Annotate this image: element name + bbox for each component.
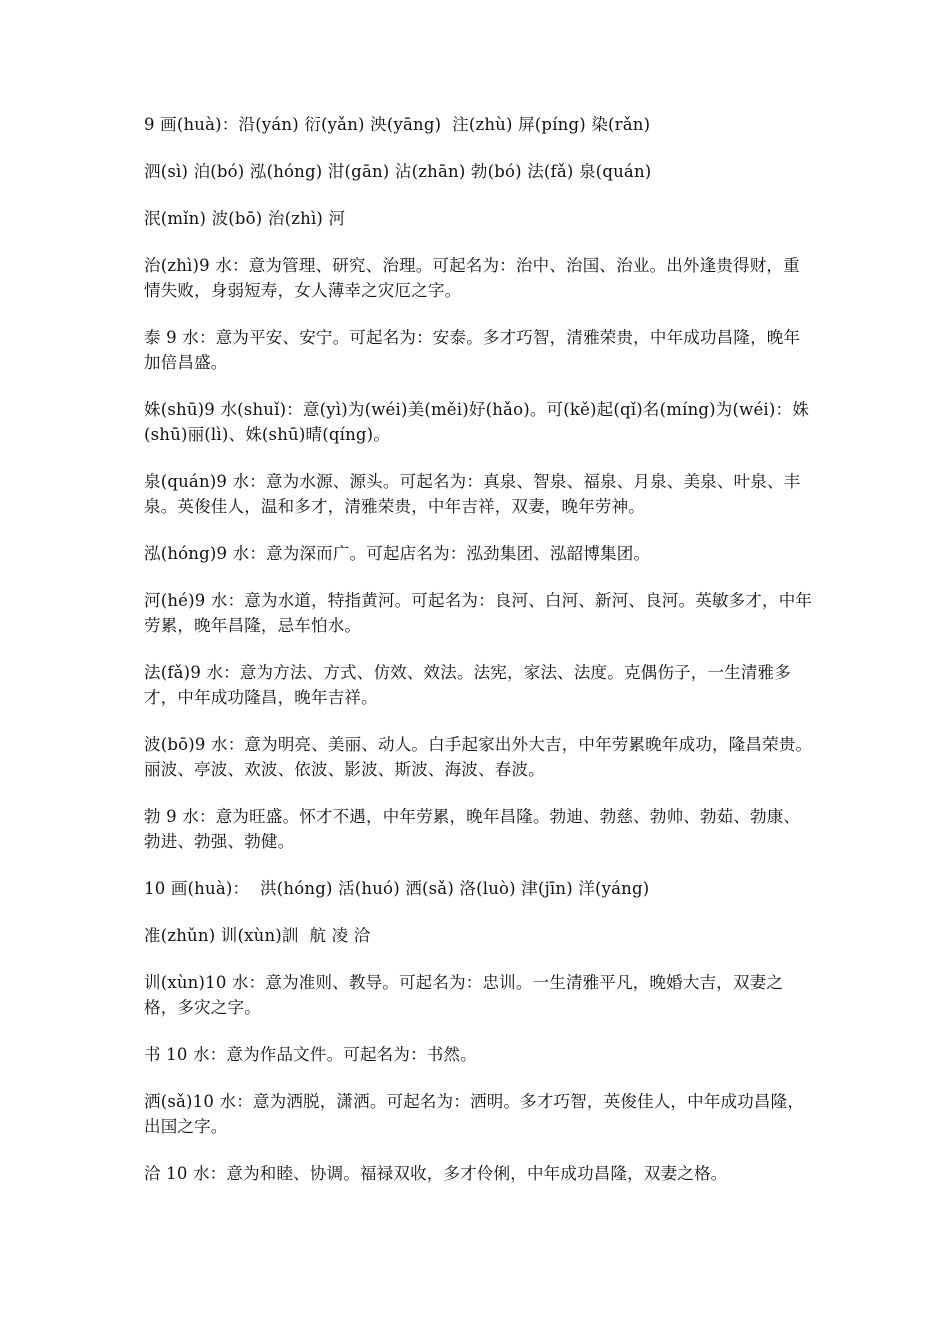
- stroke-count-heading-10: 10 画(huà)： 洪(hóng) 活(huó) 洒(sǎ) 洛(luò) 津(jīn) 洋(yáng): [144, 879, 650, 898]
- entry-qia: 洽 10 水：意为和睦、协调。福禄双收，多才伶俐，中年成功昌隆，双妻之格。: [144, 1164, 728, 1183]
- entry-quan: 泉(quán)9 水：意为水源、源头。可起名为：真泉、智泉、福泉、月泉、美泉、叶泉、丰泉。英俊佳人，温和多才，清雅荣贵，中年吉祥，双妻，晚年劳神。: [144, 472, 801, 516]
- character-list-line: 准(zhǔn) 训(xùn)訓 航 凌 洽: [144, 926, 371, 945]
- entry-bo-vigor: 勃 9 水：意为旺盛。怀才不遇，中年劳累，晚年昌隆。勃迪、勃慈、勃帅、勃茹、勃康、勃进、勃强、勃健。: [144, 807, 801, 851]
- entry-he: 河(hé)9 水：意为水道，特指黄河。可起名为：良河、白河、新河、良河。英敏多才，中年劳累，晚年昌隆，忌车怕水。: [144, 591, 813, 635]
- entry-shu-book: 书 10 水：意为作品文件。可起名为：书然。: [144, 1045, 477, 1064]
- entry-sa: 洒(sǎ)10 水：意为洒脱，潇洒。可起名为：洒明。多才巧智，英俊佳人，中年成功昌隆，出国之字。: [144, 1092, 805, 1136]
- entry-hong: 泓(hóng)9 水：意为深而广。可起店名为：泓劲集团、泓韶博集团。: [144, 544, 651, 563]
- entry-fa: 法(fǎ)9 水：意为方法、方式、仿效、效法。法宪，家法、法度。克偶伤子，一生清雅多才，中年成功隆昌，晚年吉祥。: [144, 663, 791, 707]
- entry-bo: 波(bō)9 水：意为明亮、美丽、动人。白手起家出外大吉，中年劳累晚年成功，隆昌荣贵。丽波、亭波、欢波、依波、影波、斯波、海波、春波。: [144, 735, 813, 779]
- entry-xun: 训(xùn)10 水：意为准则、教导。可起名为：忠训。一生清雅平凡，晚婚大吉，双妻之格，多灾之字。: [144, 973, 784, 1017]
- document-body: [144, 112, 816, 1208]
- stroke-count-heading-9: 9 画(huà)：沿(yán) 衍(yǎn) 泱(yāng) 注(zhù) 屏(píng) 染(rǎn): [144, 115, 651, 134]
- entry-tai: 泰 9 水：意为平安、安宁。可起名为：安泰。多才巧智，清雅荣贵，中年成功昌隆，晚年加倍昌盛。: [144, 328, 801, 372]
- character-list-line: 泯(mǐn) 波(bō) 治(zhì) 河: [144, 209, 346, 228]
- entry-zhi: 治(zhì)9 水：意为管理、研究、治理。可起名为：治中、治国、治业。出外逢贵得财，重情失败，身弱短寿，女人薄幸之灾厄之字。: [144, 256, 800, 300]
- entry-shu: 姝(shū)9 水(shuǐ)：意(yì)为(wéi)美(měi)好(hǎo)。可(kě)起(qǐ)名(míng)为(wéi)：姝(shū)丽(lì)、姝(shū)晴(qíng)。: [144, 400, 809, 444]
- character-list-line: 泗(sì) 泊(bó) 泓(hóng) 泔(gān) 沾(zhān) 勃(bó) 法(fǎ) 泉(quán): [144, 162, 652, 181]
